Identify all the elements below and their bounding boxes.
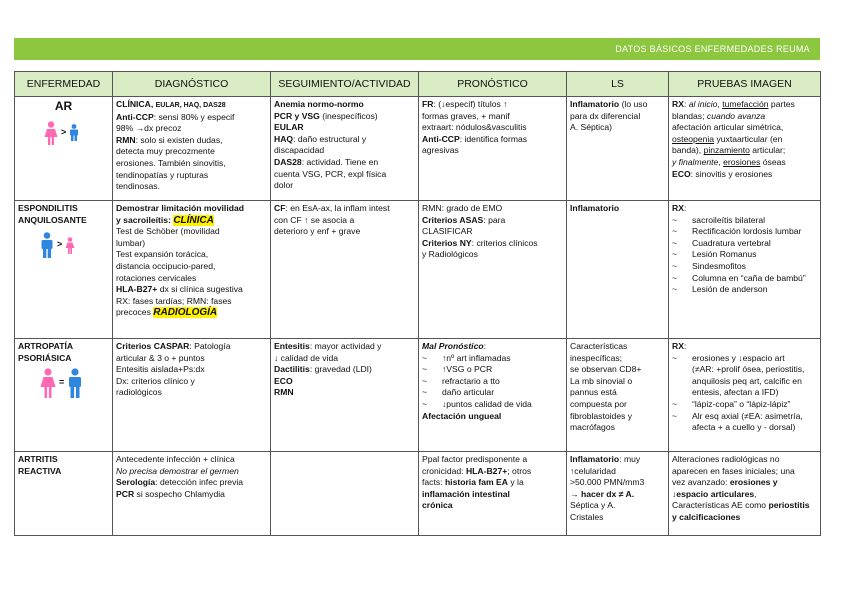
table-row-ar (15, 97, 821, 201)
disease-cell-ap (15, 339, 113, 452)
pronostico-ar: FR: (↓especif) títulos ↑ formas graves, + manif extraart: nódulos&vasculitis Anti-CCP: identifica formas agresivas (419, 97, 567, 201)
seguimiento-ap: Entesitis: mayor actividad y ↓ calidad de vida Dactilitis: gravedad (LDI) ECO RMN (271, 339, 419, 452)
pronostico-ap: Mal Pronóstico: ~ ↑nº art inflamadas ~ ↑VSG o PCR ~ refractario a tto ~ daño articular ~ ↓puntos calidad de vida Afectación ungueal (419, 339, 567, 452)
comparison-sign: = (59, 377, 65, 388)
table-row-ea (15, 201, 821, 339)
comparison-sign: > (57, 239, 63, 250)
disease-cell-ar (15, 97, 113, 201)
disease-name-line-1: ARTROPATÍA (18, 341, 74, 351)
seguimiento-ar: Anemia normo-normo PCR y VSG (inespecíficos) EULAR HAQ: daño estructural y discapacidad DAS28: actividad. Tiene en cuenta VSG, PCR, expl física dolor (271, 97, 419, 201)
list-item: ~ Lesión de anderson (672, 284, 768, 295)
diseases-table (14, 71, 821, 536)
header-pronostico: PRONÓSTICO (419, 72, 567, 97)
ls-ap: Características inespecíficas; se observan CD8+ La mb sinovial o pannus está compuesta por fibroblastoides y macrófagos (567, 339, 669, 452)
comparison-sign: > (61, 126, 67, 137)
female-icon (40, 368, 56, 398)
table-row-re (15, 452, 821, 536)
diagnostico-ap: Criterios CASPAR: Patología articular & 3 o + puntos Entesitis aislada+Ps:dx Dx: criterios clínico y radiológicos (113, 339, 271, 452)
diagnostico-ar: CLÍNICA, EULAR, HAQ, DAS28 Anti-CCP: sensi 80% y especif 98% →dx precoz RMN: solo si existen dudas, detecta muy precozmente erosiones. También sinovitis, tendinopatías y rupturas tendinosas. (113, 97, 271, 201)
list-item: ~ Columna en “caña de bambú” (672, 272, 806, 283)
list-item: ~ ↑VSG o PCR (422, 364, 493, 375)
diagnostico-ea: Demostrar limitación movilidad y sacroileítis: CLÍNICA Test de Schöber (movilidad lumbar) Test expansión torácica, distancia occipucio-pared, rotaciones cervicales HLA-B27+ dx si clínica sugestiva RX: fases tardías; RMN: fases precoces RADIOLOGÍA (113, 201, 271, 339)
male-icon (40, 232, 54, 258)
list-item: ~ Cuadratura vertebral (672, 237, 771, 248)
disease-name-line-2: REACTIVA (18, 465, 62, 476)
pronostico-re: Ppal factor predisponente a cronicidad: HLA-B27+; otros facts: historia fam EA y la inflamación intestinal crónica (419, 452, 567, 536)
list-item: ~ ↓puntos calidad de vida (422, 398, 532, 409)
disease-cell-ea (15, 201, 113, 339)
female-icon (65, 237, 75, 254)
male-icon (69, 124, 79, 141)
imagen-ap: RX: ~ erosiones y ↓espacio art (≠AR: +prolif ósea, periostitis, anquilosis peq art, calcific en entesis, afectan a IFD) ~ “lápiz-copa” o “lápiz-lápiz” ~ Alr esq axial (≠EA: asimetría, afecta + a cuello y - dorsal) (669, 339, 821, 452)
header-row (15, 72, 821, 97)
header-seguimiento: SEGUIMIENTO/ACTIVIDAD (271, 72, 419, 97)
ls-ar: Inflamatorio (lo uso para dx diferencial A. Séptica) (567, 97, 669, 201)
list-item: ~ Sindesmofitos (672, 260, 746, 271)
highlight-clinica: CLÍNICA (173, 214, 214, 226)
imagen-ea: RX: ~ sacroileítis bilateral ~ Rectificación lordosis lumbar ~ Cuadratura vertebral ~ Lesión Romanus ~ Sindesmofitos ~ Columna en “caña de bambú” ~ Lesión de anderson (669, 201, 821, 339)
highlight-radiologia: RADIOLOGÍA (153, 307, 218, 319)
seguimiento-ea: CF: en EsA-ax, la inflam intest con CF ↑ se asocia a deterioro y enf + grave (271, 201, 419, 339)
diagnostico-re: Antecedente infección + clínica No precisa demostrar el germen Serología: detección infec previa PCR si sospecho Chlamydia (113, 452, 271, 536)
page-banner: DATOS BÁSICOS ENFERMEDADES REUMA (14, 38, 820, 60)
disease-name: AR (54, 99, 73, 113)
list-item: ~ Alr esq axial (≠EA: asimetría, (672, 410, 803, 421)
list-item: ~ Rectificación lordosis lumbar (672, 226, 802, 237)
seguimiento-re (271, 452, 419, 536)
header-pruebas-imagen: PRUEBAS IMAGEN (669, 72, 821, 97)
table-row-ap (15, 339, 821, 452)
header-ls: LS (567, 72, 669, 97)
header-enfermedad: ENFERMEDAD (15, 72, 113, 97)
list-item: ~ sacroileítis bilateral (672, 214, 766, 225)
male-icon (67, 368, 83, 398)
disease-name-line-1: ARTRITIS (18, 454, 58, 464)
pronostico-ea: RMN: grado de EMO Criterios ASAS: para CLASIFICAR Criterios NY: criterios clínicos y Radiológicos (419, 201, 567, 339)
disease-name-line-2: PSORIÁSICA (18, 352, 72, 363)
list-item: ~ daño articular (422, 387, 495, 398)
female-icon (44, 121, 58, 145)
imagen-re: Alteraciones radiológicas no aparecen en fases iniciales; una vez avanzado: erosiones y ↓espacio articulares, Características AE como periostitis y calcificaciones (669, 452, 821, 536)
list-item: ~ erosiones y ↓espacio art (672, 352, 785, 363)
list-item: ~ ↑nº art inflamadas (422, 352, 511, 363)
imagen-ar: RX: al inicio, tumefacción partes blandas; cuando avanza afectación articular simétrica, osteopenia yuxtaarticular (en banda), pinzamiento articular; y finalmente, erosiones óseas ECO: sinovitis y erosiones (669, 97, 821, 201)
diseases-table-wrapper (14, 71, 820, 549)
list-item: ~ refractario a tto (422, 375, 500, 386)
ls-ea: Inflamatorio (567, 201, 669, 339)
header-diagnostico: DIAGNÓSTICO (113, 72, 271, 97)
sex-ratio-figure (18, 368, 109, 398)
list-item: ~ “lápiz-copa” o “lápiz-lápiz” (672, 398, 791, 409)
disease-cell-re (15, 452, 113, 536)
disease-name-line-1: ESPONDILITIS (18, 203, 78, 213)
sex-ratio-figure (18, 121, 109, 145)
list-item: ~ Lesión Romanus (672, 249, 757, 260)
sex-ratio-figure (18, 232, 109, 258)
disease-name-line-2: ANQUILOSANTE (18, 214, 87, 225)
ls-re: Inflamatorio: muy ↑celularidad >50.000 PMN/mm3 → hacer dx ≠ A. Séptica y A. Cristales (567, 452, 669, 536)
